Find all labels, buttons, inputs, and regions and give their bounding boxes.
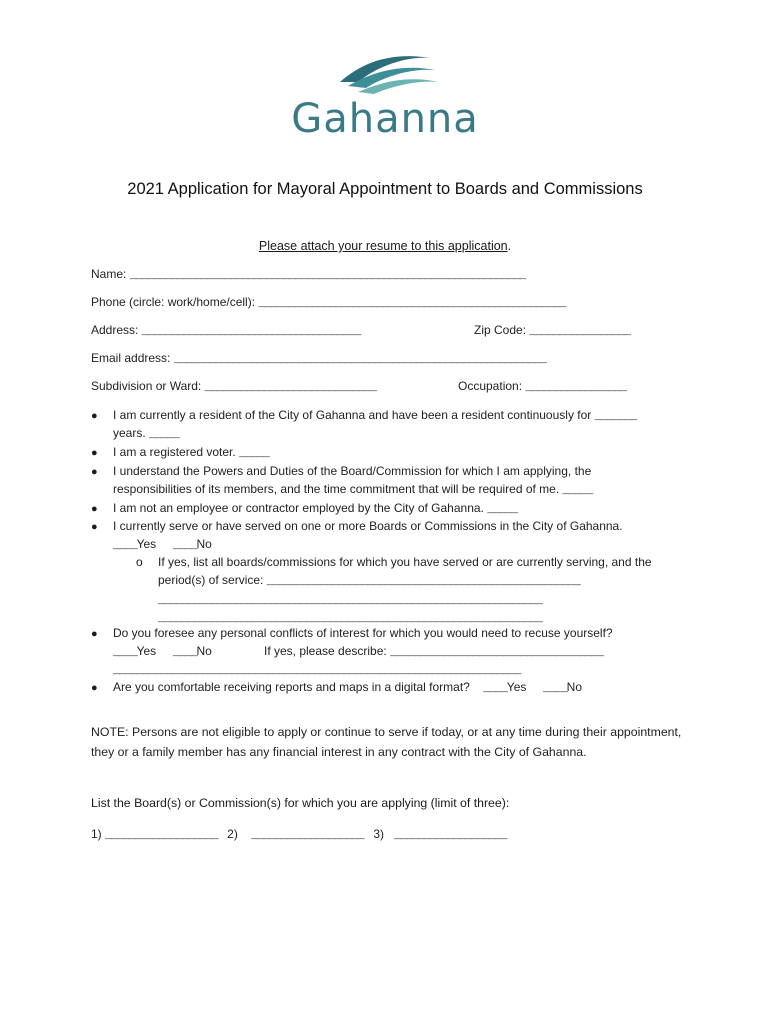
served-yes-blank[interactable]: ____ bbox=[113, 538, 137, 552]
board-list-title: List the Board(s) or Commission(s) for which you are applying (limit of three): bbox=[91, 796, 510, 810]
address-blank[interactable]: _____________________________________ bbox=[141, 324, 361, 338]
period-blank-line-2[interactable] bbox=[158, 592, 542, 607]
attach-resume-text: Please attach your resume to this application bbox=[258, 239, 508, 253]
attach-period: . bbox=[507, 239, 512, 253]
digital-yes-blank[interactable]: ____ bbox=[483, 681, 507, 695]
digital-no-label: No bbox=[566, 680, 582, 694]
subdivision-field[interactable] bbox=[91, 379, 376, 394]
residency-years-line bbox=[113, 426, 179, 441]
conflict-no-label: No bbox=[196, 644, 212, 658]
years-blank[interactable]: _____ bbox=[149, 427, 179, 441]
subdivision-blank[interactable]: _____________________________ bbox=[204, 380, 376, 394]
period-blank-2[interactable]: _________________________________________________________________ bbox=[158, 593, 542, 607]
bullet-dot: ● bbox=[91, 628, 98, 640]
eligibility-note: NOTE: Persons are not eligible to apply or continue to serve if today, or at any time during their appointment, they or a family member has any financial interest in any contract with the City of Gahanna. bbox=[91, 725, 682, 759]
period-blank-line-3[interactable] bbox=[158, 610, 542, 625]
zip-blank[interactable]: _________________ bbox=[529, 324, 630, 338]
phone-label: Phone (circle: work/home/cell): bbox=[91, 295, 256, 309]
understand-item-line2 bbox=[113, 482, 592, 497]
describe-blank-line-2[interactable] bbox=[113, 662, 520, 677]
conflict-yes-blank[interactable]: ____ bbox=[113, 645, 137, 659]
bullet-dot: ● bbox=[91, 447, 98, 459]
not-employee-blank[interactable]: _____ bbox=[487, 502, 517, 516]
occupation-field[interactable] bbox=[458, 379, 626, 394]
understand-item: I understand the Powers and Duties of the Board/Commission for which I am applying, the bbox=[113, 464, 592, 478]
email-blank[interactable]: _______________________________________________________________ bbox=[173, 352, 546, 366]
occupation-label: Occupation: bbox=[458, 379, 523, 393]
registered-voter-text: I am a registered voter. bbox=[113, 445, 236, 459]
email-field[interactable] bbox=[91, 351, 546, 366]
phone-blank[interactable]: ____________________________________________________ bbox=[258, 296, 566, 310]
describe-blank-2[interactable]: _____________________________________________________________________ bbox=[113, 663, 521, 677]
understand-text: responsibilities of its members, and the time commitment that will be required of me. bbox=[113, 482, 560, 496]
period-blank-3[interactable]: _________________________________________________________________ bbox=[158, 611, 542, 625]
address-field[interactable] bbox=[91, 323, 360, 338]
logo-text: Gahanna bbox=[291, 96, 479, 142]
conflict-yes-label: Yes bbox=[136, 644, 157, 658]
choice-3-blank[interactable]: ___________________ bbox=[394, 828, 507, 842]
conflict-yes-no[interactable] bbox=[113, 644, 212, 659]
email-label: Email address: bbox=[91, 351, 171, 365]
period-label: period(s) of service: bbox=[158, 573, 264, 587]
registered-voter-blank[interactable]: _____ bbox=[239, 446, 269, 460]
wave-icon bbox=[270, 52, 500, 102]
served-period-line bbox=[158, 573, 579, 588]
served-no-blank[interactable]: ____ bbox=[172, 538, 197, 552]
address-label: Address: bbox=[91, 323, 139, 337]
phone-field[interactable] bbox=[91, 295, 565, 310]
bullet-dot: ● bbox=[91, 682, 98, 694]
served-no-label: No bbox=[196, 537, 212, 551]
choice-3-label: 3) bbox=[373, 827, 384, 841]
zip-field[interactable] bbox=[474, 323, 630, 338]
choice-1-blank[interactable]: ___________________ bbox=[105, 828, 218, 842]
choice-1-label: 1) bbox=[91, 827, 102, 841]
served-yes-label: Yes bbox=[136, 537, 157, 551]
conflict-describe[interactable] bbox=[264, 644, 603, 659]
sub-bullet: o bbox=[136, 555, 143, 569]
bullet-dot: ● bbox=[91, 521, 98, 533]
years-label: years. bbox=[113, 426, 146, 440]
not-employee-text: I am not an employee or contractor employed by the City of Gahanna. bbox=[113, 501, 484, 515]
digital-no-blank[interactable]: ____ bbox=[543, 681, 567, 695]
occupation-blank[interactable]: _________________ bbox=[525, 380, 626, 394]
understand-blank[interactable]: _____ bbox=[562, 483, 593, 497]
served-yes-no[interactable] bbox=[113, 537, 212, 552]
page-title: 2021 Application for Mayoral Appointment to Boards and Commissions bbox=[127, 180, 643, 198]
served-list-item: If yes, list all boards/commissions for which you have served or are currently serving, and the bbox=[158, 555, 652, 569]
name-blank[interactable]: ___________________________________________________________________ bbox=[129, 268, 526, 282]
choice-2-label: 2) bbox=[227, 827, 238, 841]
subdivision-label: Subdivision or Ward: bbox=[91, 379, 202, 393]
registered-voter-item bbox=[113, 445, 269, 460]
choice-2-blank[interactable]: ___________________ bbox=[251, 828, 364, 842]
name-field[interactable] bbox=[91, 267, 525, 282]
name-label: Name: bbox=[91, 267, 127, 281]
zip-label: Zip Code: bbox=[474, 323, 527, 337]
board-choices[interactable] bbox=[91, 827, 506, 842]
describe-blank[interactable]: ____________________________________ bbox=[390, 645, 603, 659]
period-blank[interactable]: _____________________________________________________ bbox=[266, 574, 580, 588]
attach-resume-note bbox=[0, 239, 770, 253]
residency-text: I am currently a resident of the City of Gahanna and have been a resident continuously for bbox=[113, 408, 592, 422]
digital-yes-label: Yes bbox=[506, 680, 527, 694]
served-item: I currently serve or have served on one or more Boards or Commissions in the City of Gahanna. bbox=[113, 519, 623, 533]
conflict-item: Do you foresee any personal conflicts of interest for which you would need to recuse yourself? bbox=[113, 626, 613, 640]
bullet-dot: ● bbox=[91, 466, 98, 478]
describe-label: If yes, please describe: bbox=[264, 644, 387, 658]
digital-format-text: Are you comfortable receiving reports and maps in a digital format? bbox=[113, 680, 470, 694]
conflict-no-blank[interactable]: ____ bbox=[172, 645, 197, 659]
not-employee-item bbox=[113, 501, 517, 516]
bullet-dot: ● bbox=[91, 503, 98, 515]
digital-format-item bbox=[113, 680, 582, 695]
bullet-dot: ● bbox=[91, 410, 98, 422]
gahanna-logo bbox=[270, 52, 500, 147]
residency-item bbox=[113, 408, 636, 423]
residency-years-blank[interactable]: _______ bbox=[594, 409, 636, 423]
